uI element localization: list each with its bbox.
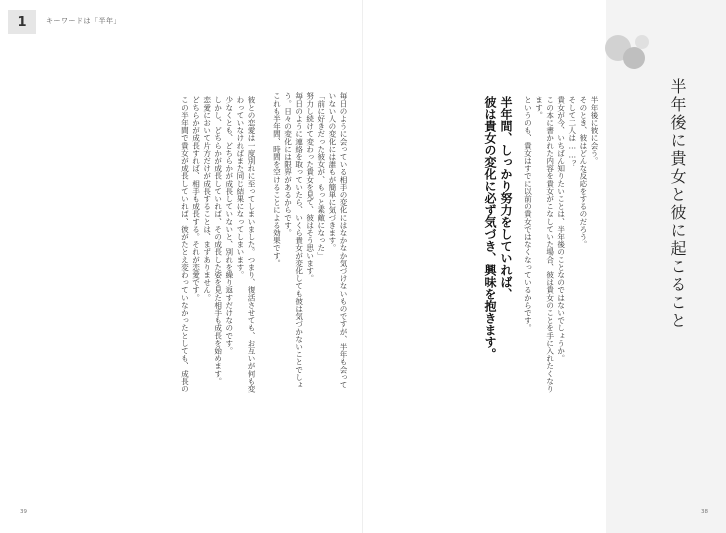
circle-mark (623, 47, 645, 69)
page-number-right: 38 (701, 509, 708, 515)
chapter-title: 半年後に貴女と彼に起こること (668, 78, 687, 330)
chapter-number: 1 (17, 14, 27, 30)
body-paragraph-2: 彼との恋愛は一度別れに至ってしまいました。つまり、復活させても、お互いが何も変 わっていなければまた同じ結果になってしまいます。 少なくとも、どちらかが成長していないと、別れを繰り返すだけなのです。 しかし、どちらかが成長していれば、その成長した姿を見た相手も成長を始めます。 恋愛において片方だけが成長することは、まずありません。 どちらかが成長すれば、相手も成長する。それが恋愛です。 この半年間で貴女が成長していれば、彼がたとえ変わっていなかったとしても、成長の (180, 96, 256, 393)
right-page (363, 0, 726, 533)
emphasis-text: 半年間、しっかり努力をしていれば、 彼は貴女の変化に必ず気づき、興味を抱きます。 (483, 96, 513, 360)
title-band (606, 0, 726, 533)
circle-mark (635, 35, 649, 49)
chapter-keyword: キーワードは「半年」 (46, 17, 121, 25)
page-number-left: 39 (20, 509, 27, 515)
intro-lines: 半年後に彼に会う。 そのとき、彼はどんな反応をするのだろう。 そして二人は……？ 貴女が今、いちばん知りたいことは、半年後のことなのではないでしょうか。 この本に書かれた内容を貴女がこなしていた場合、彼は貴女のことを手に入れたくなり ます。 というのも、貴女はすでに以前の貴女ではなくなっているからです。 (523, 96, 599, 393)
body-paragraph-1: 毎日のように会っている相手の変化にはなかなか気づけないものですが、半年も会って いない人の変化には誰もが簡単に気づきます。 「前に好きだった彼女が、もっと素敵になった」 努力し続けて変わった貴女を見て、彼はそう思います。 毎日のように連絡を取っていたら、いくら貴女が変化しても彼は気づかないことでしょ う。日々の変化には限界があるからです。 これも半年間、時間を空けることによる効果です。 (272, 92, 348, 389)
decorative-circles (598, 28, 658, 78)
chapter-number-badge (8, 10, 36, 34)
